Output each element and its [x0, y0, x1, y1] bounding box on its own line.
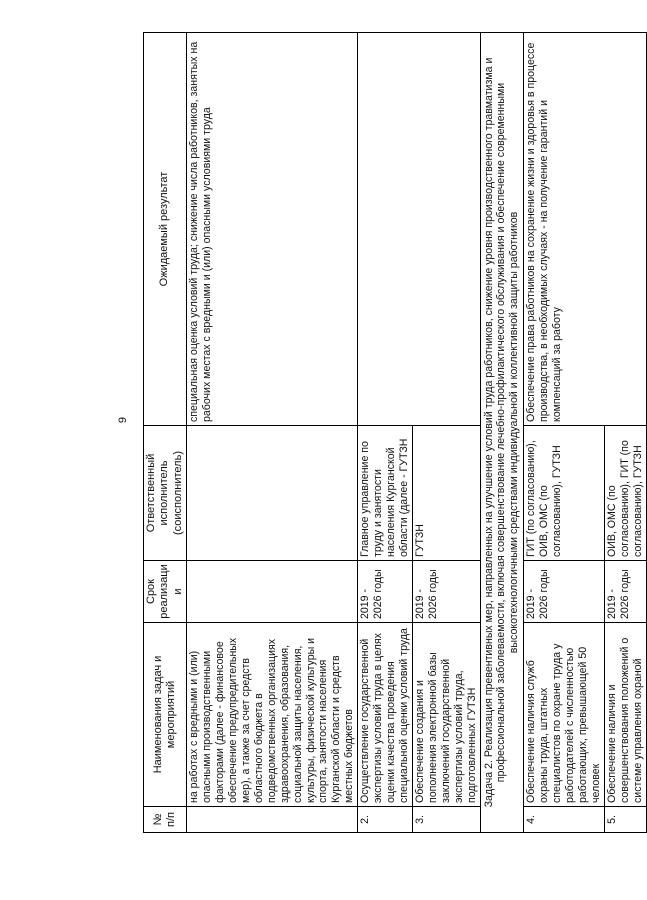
row-result: Обеспечение права работников на сохранение жизни и здоровья в процессе производства, в необходимых случаях - на получение гарантий и компенсаций за работу: [524, 33, 646, 426]
header-name: Наименования задач и мероприятий: [144, 623, 187, 807]
rotated-table-wrapper: [143, 33, 644, 833]
task-row: [480, 33, 524, 833]
row-executor: [187, 426, 358, 561]
header-executor: Ответственный исполнитель (соисполнитель): [144, 426, 187, 561]
header-row: [144, 33, 187, 833]
row-num: 2.: [358, 807, 413, 833]
row-name: на работах с вредными и (или) опасными производственными факторами (далее - финансовое обеспечение предупредительных мер), а также за счет средств областного бюджета в подведомственных организациях здравоохранения, образования, социальной защиты населения, культуры, физической культуры и спорта, занятости населения Курганской области и средств местных бюджетов: [187, 623, 358, 807]
row-term: 2019 - 2026 годы: [358, 561, 413, 623]
header-result: Ожидаемый результат: [144, 33, 187, 426]
row-num: 5.: [604, 807, 646, 833]
row-term: 2019 - 2026 годы: [412, 561, 480, 623]
header-num: № п/п: [144, 807, 187, 833]
row-executor: ГИТ (по согласованию), ОИВ, ОМС (по согласованию), ГУТЗН: [524, 426, 605, 561]
table-row: [187, 33, 358, 833]
row-executor: ОИВ, ОМС (по согласованию), ГИТ (по согласованию), ГУТЗН: [604, 426, 646, 561]
row-name: Обеспечение создания и пополнения электронной базы заключений государственной экспертизы условий труда, подготовленных ГУТЗН: [412, 623, 480, 807]
row-num: [187, 807, 358, 833]
row-name: Обеспечение наличия служб охраны труда, штатных специалистов по охране труда у работодателей с численностью работающих, превышающей 50 человек: [524, 623, 605, 807]
measures-table: [143, 32, 647, 833]
table-row: [524, 33, 605, 833]
table-row: [358, 33, 413, 833]
row-num: 3.: [412, 807, 480, 833]
row-executor: ГУТЗН: [412, 426, 480, 561]
row-term: 2019 - 2026 годы: [524, 561, 605, 623]
row-num: 4.: [524, 807, 605, 833]
row-name: Обеспечение наличия и совершенствования положений о системе управления охраной: [604, 623, 646, 807]
row-name: Осуществление государственной экспертизы условий труда в целях оценки качества проведения специальной оценки условий труда: [358, 623, 413, 807]
header-term: Срок реализации: [144, 561, 187, 623]
task-heading: Задача 2. Реализация превентивных мер, направленных на улучшение условий труда работников, снижение уровня производственного травматизма и профессиональной заболеваемости, включая совершенствование лечебно-профилактического обслуживания и обеспечение современными высокотехнологичными средствами индивидуальной и коллективной защиты работников: [480, 33, 524, 833]
row-result: [358, 33, 480, 426]
row-term: [187, 561, 358, 623]
row-result: специальная оценка условий труда; снижение числа работников, занятых на рабочих местах с вредными и (или) опасными условиями труда: [187, 33, 358, 426]
page-number: 9: [117, 416, 129, 424]
row-term: 2019 - 2026 годы: [604, 561, 646, 623]
row-executor: Главное управление по труду и занятости населения Курганской области (далее - ГУТЗН: [358, 426, 413, 561]
